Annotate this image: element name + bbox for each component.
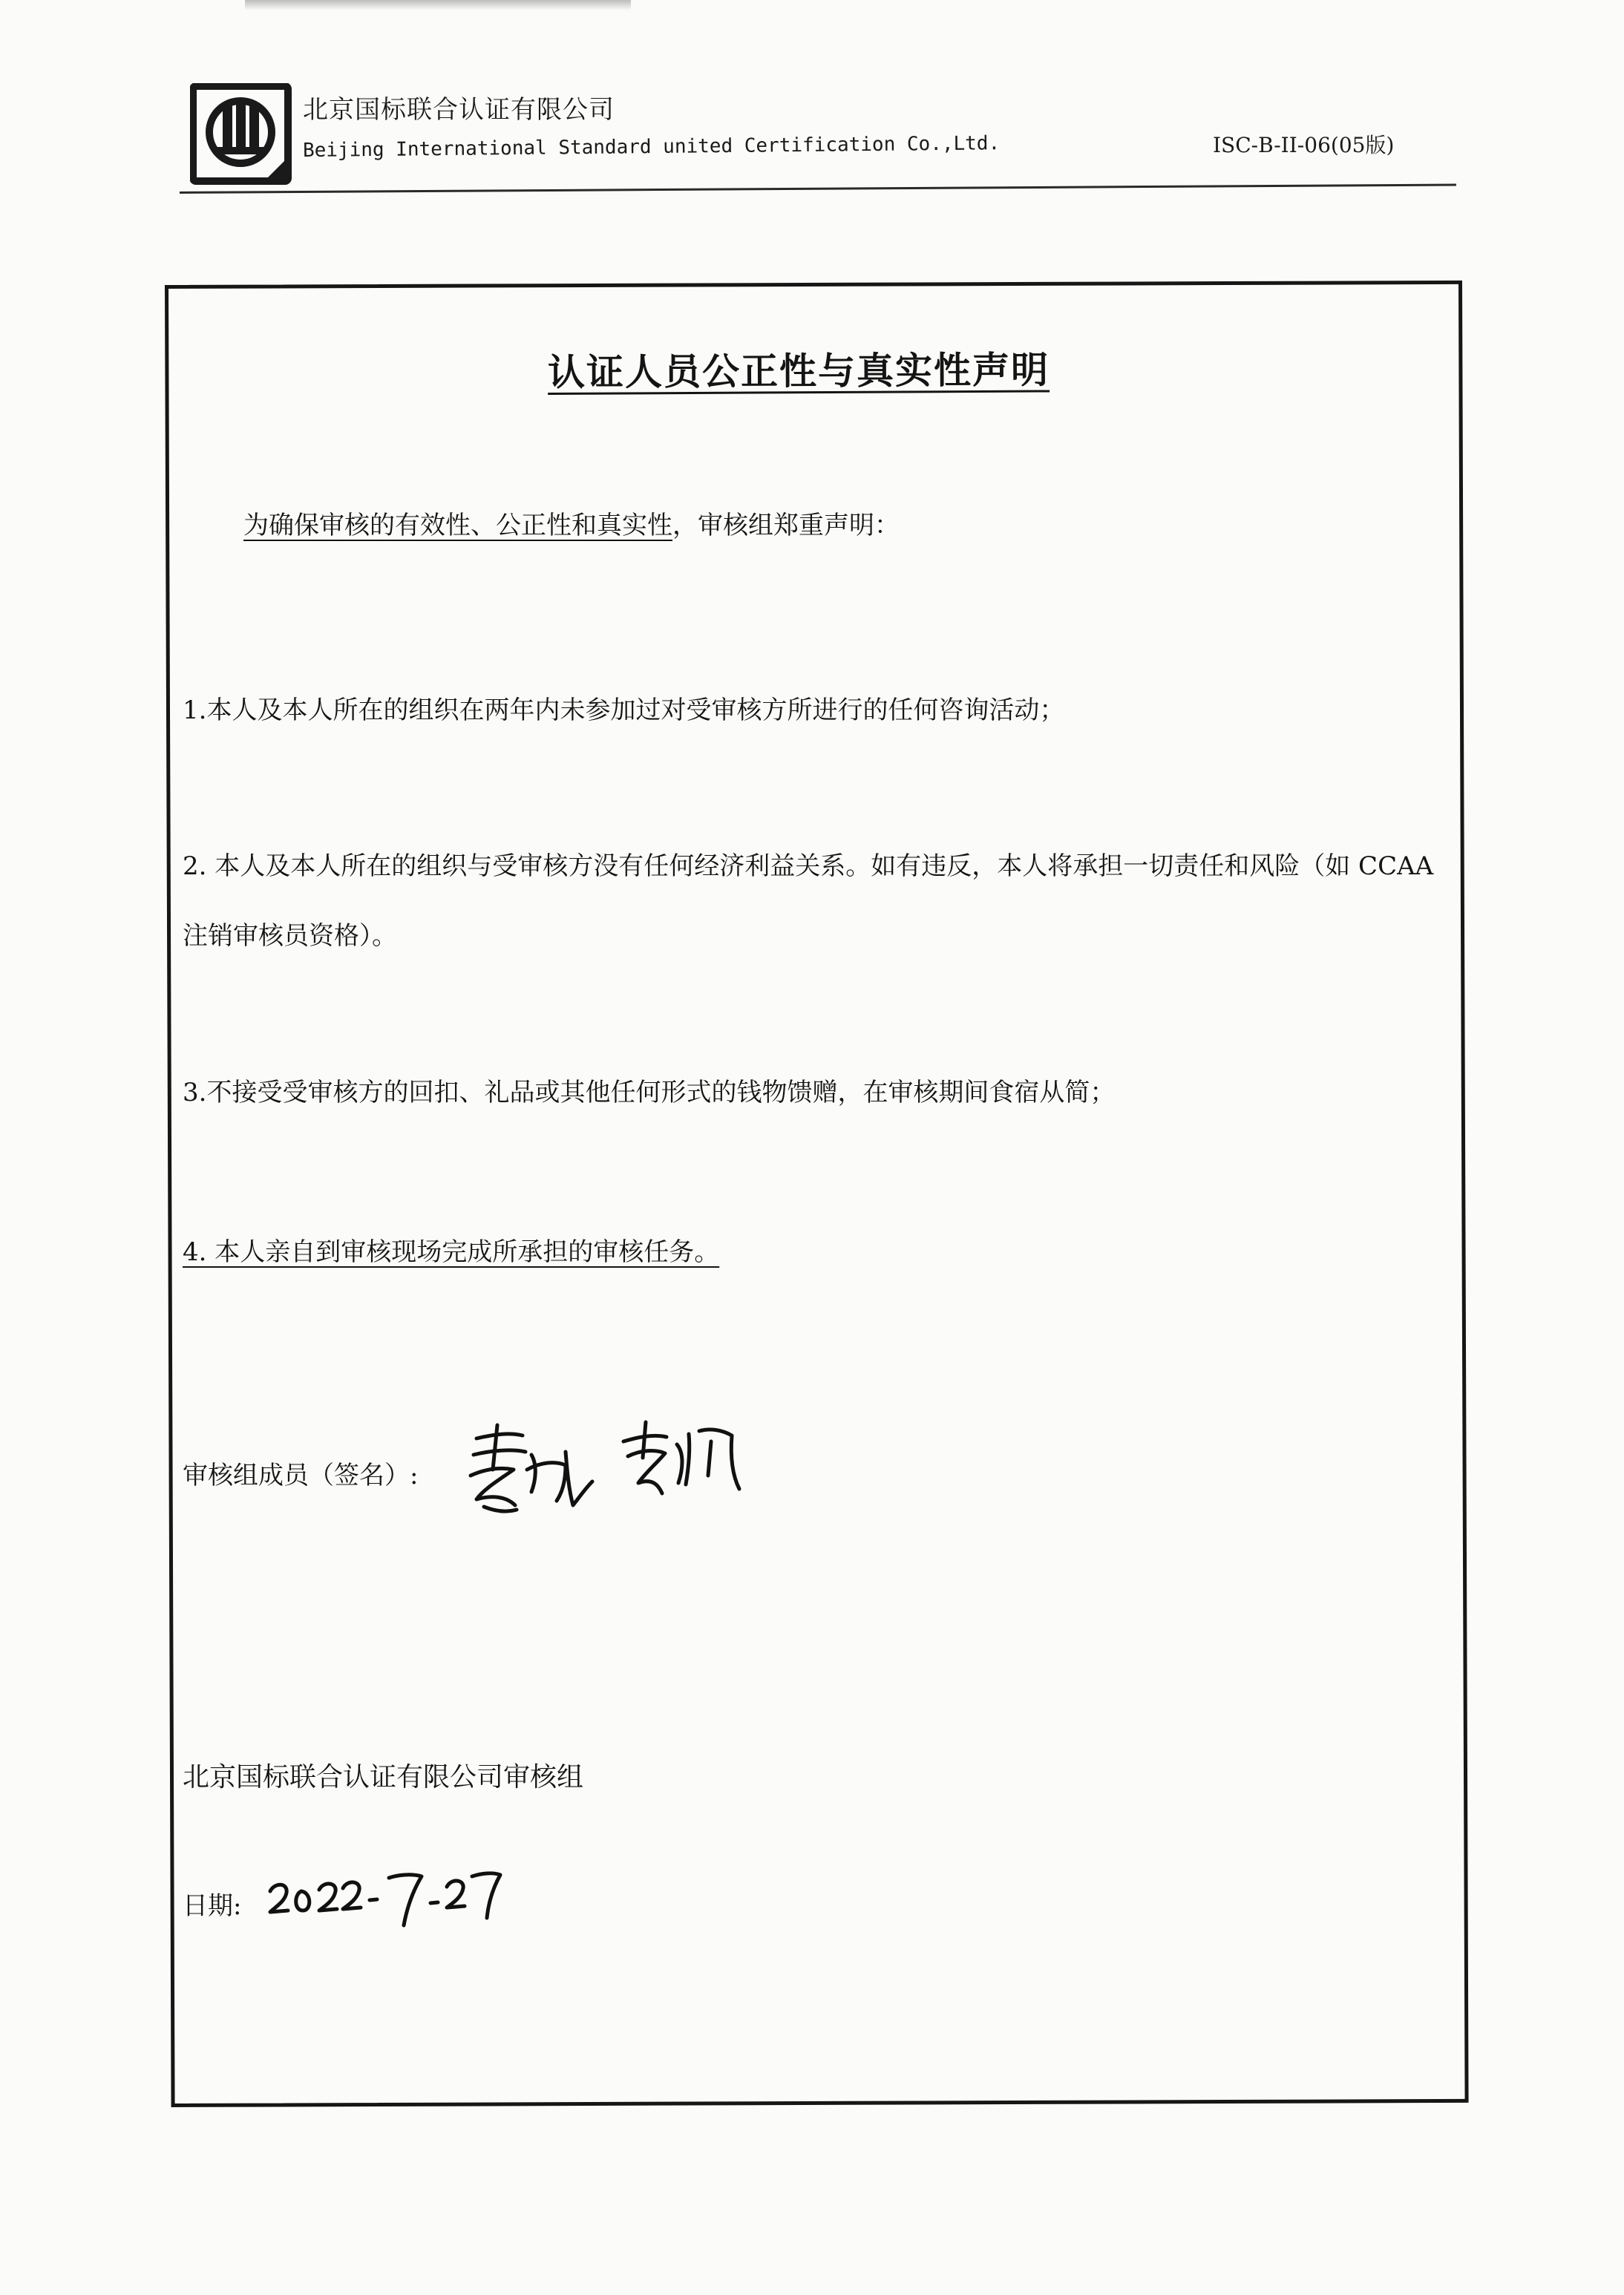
members-signature-label: 审核组成员（签名）: — [183, 1461, 419, 1490]
document-code: ISC-B-II-06(05版) — [1213, 133, 1395, 157]
date-label: 日期: — [183, 1891, 242, 1921]
clause-4: 4. 本人亲自到审核现场完成所承担的审核任务。 — [183, 1237, 720, 1267]
clause-3: 3.不接受受审核方的回扣、礼品或其他任何形式的钱物馈赠，在审核期间食宿从简； — [183, 1078, 1116, 1107]
company-logo-icon — [190, 83, 294, 186]
intro-underlined-text: 为确保审核的有效性、公正性和真实性 — [243, 511, 672, 540]
document-title: 认证人员公正性与真实性声明 — [547, 348, 1050, 394]
organization-audit-team: 北京国标联合认证有限公司审核组 — [183, 1762, 584, 1793]
company-name-cn: 北京国标联合认证有限公司 — [303, 95, 615, 125]
handwritten-signature-1 — [454, 1418, 603, 1529]
scan-edge-shadow — [245, 0, 631, 10]
intro-rest-text: ，审核组郑重声明： — [672, 511, 900, 540]
header-divider — [180, 183, 1456, 194]
declaration-frame — [165, 281, 1469, 2107]
clause-1: 1.本人及本人所在的组织在两年内未参加过对受审核方所进行的任何咨询活动； — [183, 695, 1065, 725]
handwritten-signature-2 — [613, 1412, 747, 1508]
intro-statement — [243, 505, 900, 541]
clause-2: 2. 本人及本人所在的组织与受审核方没有任何经济利益关系。如有违反，本人将承担一切责任和风险（如 CCAA 注销审核员资格）。 — [183, 851, 1434, 951]
company-name-en: Beijing International Standard united Certification Co.,Ltd. — [302, 132, 1001, 162]
